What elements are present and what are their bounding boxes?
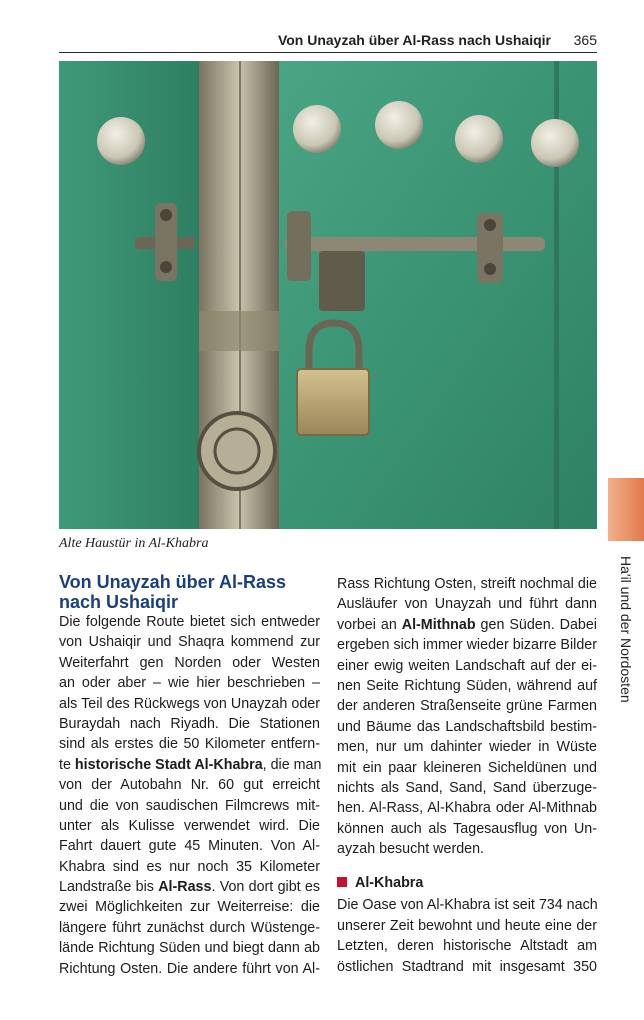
- text-line: ergeben sich immer wieder bizarre Bilder: [337, 637, 597, 654]
- chapter-tab: [608, 478, 644, 541]
- section-heading: [59, 572, 320, 612]
- text-line: an oder aber – wie hier beschrieben –: [59, 675, 320, 692]
- text-line: sind als erstes die 50 Kilometer entfern-: [59, 736, 320, 753]
- text-line: Die folgende Route bietet sich entweder: [59, 614, 320, 630]
- text-line: zwei Möglichkeiten zur Weiterreise: die: [59, 899, 320, 916]
- text-line: von Ushaiqir und Shaqra kommend zur: [59, 634, 320, 651]
- text-line: Weiterfahrt gen Norden oder Westen: [59, 654, 320, 671]
- right-sub-body-text: [337, 895, 597, 977]
- chapter-label: Ha'il und der Nordosten: [618, 556, 634, 703]
- text-line: können auch als Tagesausflug von Un-: [337, 820, 597, 837]
- subheading: [337, 873, 597, 895]
- text-line: ayzah besucht werden.: [337, 841, 485, 858]
- text-line: östlichen Stadtrand mit insgesamt 350: [337, 958, 597, 975]
- door-photo: [59, 61, 597, 529]
- text-line: und die von saudischen Filmcrews mit-: [59, 797, 320, 814]
- door-illustration: [59, 61, 597, 529]
- heading-line: nach Ushaiqir: [59, 592, 179, 612]
- text-line: als Teil des Rückwegs von Unayzah oder: [59, 695, 320, 712]
- photo-caption: Alte Haustür in Al-Khabra: [59, 536, 209, 551]
- text-line: Buraydah nach Riyadh. Die Stationen: [59, 715, 320, 732]
- right-column: [337, 574, 597, 977]
- text-line: Ausläufer von Unayzah und führt dann: [337, 596, 597, 613]
- text-line: und Bäume das Landschaftsbild bestim-: [337, 718, 597, 735]
- text-line: der anderen Straßenseite grüne Farmen: [337, 698, 597, 715]
- text-line: nichts als Sand, Sand, Sand überzuge-: [337, 779, 597, 796]
- text-line: te historische Stadt Al-Khabra, die man: [59, 756, 322, 773]
- subheading-marker: [337, 877, 347, 887]
- text-line: nen Seite Richtung Süden, während auf: [337, 677, 597, 694]
- text-line: unserer Zeit bewohnt und heute eine der: [337, 917, 597, 934]
- text-line: men, nur um dahinter wieder in Wüste: [337, 739, 597, 756]
- text-line: Fahrt dauert gute 45 Minuten. Von Al-: [59, 838, 320, 855]
- text-line: lände Richtung Süden und biegt dann ab: [59, 940, 320, 957]
- text-line: längere führt zunächst durch Wüstenge-: [59, 919, 320, 936]
- running-header: [59, 30, 597, 53]
- heading-line: Von Unayzah über Al-Rass: [59, 572, 287, 592]
- text-line: Die Oase von Al-Khabra ist seit 734 nach: [337, 897, 598, 914]
- text-line: hen. Al-Rass, Al-Khabra oder Al-Mithnab: [337, 800, 597, 817]
- right-body-text: [337, 574, 597, 859]
- text-line: Letzten, deren historische Altstadt am: [337, 938, 597, 955]
- text-line: Khabra sind es nur noch 35 Kilometer: [59, 858, 320, 875]
- text-line: Richtung Osten. Die andere führt von Al-: [59, 960, 320, 977]
- text-line: Rass Richtung Osten, streift nochmal die: [337, 576, 597, 592]
- text-line: unter als Kulisse verwendet wird. Die: [59, 817, 320, 834]
- left-body-text: [59, 612, 320, 979]
- left-column: [59, 572, 320, 979]
- page-number: 365: [573, 32, 597, 48]
- running-title: Von Unayzah über Al-Rass nach Ushaiqir: [277, 32, 551, 48]
- subheading-text: Al-Khabra: [355, 875, 424, 892]
- text-line: einer ewig weiten Landschaft auf der ei-: [337, 657, 597, 674]
- text-line: Landstraße bis Al-Rass. Von dort gibt es: [59, 879, 321, 896]
- text-line: von der Autobahn Nr. 60 gut erreicht: [59, 777, 320, 794]
- text-line: vorbei an Al-Mithnab gen Süden. Dabei: [337, 616, 597, 633]
- text-line: mit ein paar kleineren Sicheldünen und: [337, 759, 597, 776]
